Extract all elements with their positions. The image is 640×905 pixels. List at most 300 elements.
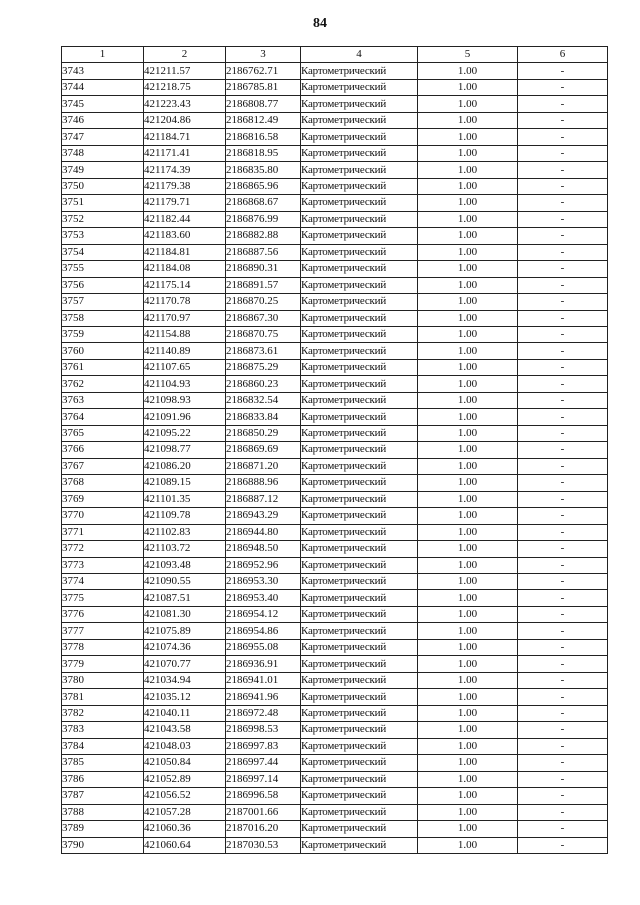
x-coordinate-cell: 421086.20 <box>144 458 226 474</box>
y-coordinate-cell: 2186762.71 <box>226 63 301 79</box>
y-coordinate-cell: 2186997.83 <box>226 738 301 754</box>
table-row <box>62 524 608 540</box>
method-cell: Картометрический <box>301 244 418 260</box>
accuracy-cell: 1.00 <box>418 79 518 95</box>
description-cell: - <box>518 129 608 145</box>
y-coordinate-cell: 2186952.96 <box>226 557 301 573</box>
method-cell: Картометрический <box>301 821 418 837</box>
method-cell: Картометрический <box>301 804 418 820</box>
x-coordinate-cell: 421184.71 <box>144 129 226 145</box>
method-cell: Картометрический <box>301 178 418 194</box>
table-row <box>62 689 608 705</box>
method-cell: Картометрический <box>301 722 418 738</box>
x-coordinate-cell: 421090.55 <box>144 574 226 590</box>
description-cell: - <box>518 639 608 655</box>
description-cell: - <box>518 656 608 672</box>
description-cell: - <box>518 211 608 227</box>
method-cell: Картометрический <box>301 508 418 524</box>
x-coordinate-cell: 421098.93 <box>144 392 226 408</box>
description-cell: - <box>518 409 608 425</box>
table-row <box>62 277 608 293</box>
x-coordinate-cell: 421218.75 <box>144 79 226 95</box>
point-number-cell: 3779 <box>62 656 144 672</box>
accuracy-cell: 1.00 <box>418 755 518 771</box>
x-coordinate-cell: 421075.89 <box>144 623 226 639</box>
point-number-cell: 3785 <box>62 755 144 771</box>
accuracy-cell: 1.00 <box>418 211 518 227</box>
accuracy-cell: 1.00 <box>418 178 518 194</box>
x-coordinate-cell: 421174.39 <box>144 162 226 178</box>
method-cell: Картометрический <box>301 211 418 227</box>
description-cell: - <box>518 821 608 837</box>
x-coordinate-cell: 421179.38 <box>144 178 226 194</box>
table-row <box>62 178 608 194</box>
x-coordinate-cell: 421048.03 <box>144 738 226 754</box>
accuracy-cell: 1.00 <box>418 261 518 277</box>
point-number-cell: 3760 <box>62 343 144 359</box>
table-row <box>62 211 608 227</box>
y-coordinate-cell: 2186867.30 <box>226 310 301 326</box>
method-cell: Картометрический <box>301 79 418 95</box>
method-cell: Картометрический <box>301 623 418 639</box>
accuracy-cell: 1.00 <box>418 228 518 244</box>
point-number-cell: 3768 <box>62 475 144 491</box>
point-number-cell: 3769 <box>62 491 144 507</box>
method-cell: Картометрический <box>301 359 418 375</box>
accuracy-cell: 1.00 <box>418 639 518 655</box>
x-coordinate-cell: 421184.81 <box>144 244 226 260</box>
y-coordinate-cell: 2186998.53 <box>226 722 301 738</box>
point-number-cell: 3778 <box>62 639 144 655</box>
method-cell: Картометрический <box>301 442 418 458</box>
point-number-cell: 3786 <box>62 771 144 787</box>
y-coordinate-cell: 2186871.20 <box>226 458 301 474</box>
point-number-cell: 3784 <box>62 738 144 754</box>
method-cell: Картометрический <box>301 475 418 491</box>
table-row <box>62 244 608 260</box>
method-cell: Картометрический <box>301 557 418 573</box>
method-cell: Картометрический <box>301 409 418 425</box>
point-number-cell: 3764 <box>62 409 144 425</box>
y-coordinate-cell: 2186816.58 <box>226 129 301 145</box>
y-coordinate-cell: 2186875.29 <box>226 359 301 375</box>
x-coordinate-cell: 421035.12 <box>144 689 226 705</box>
accuracy-cell: 1.00 <box>418 195 518 211</box>
table-row <box>62 738 608 754</box>
description-cell: - <box>518 195 608 211</box>
column-header-point-number: 1 <box>62 47 144 63</box>
point-number-cell: 3761 <box>62 359 144 375</box>
point-number-cell: 3756 <box>62 277 144 293</box>
table-row <box>62 639 608 655</box>
method-cell: Картометрический <box>301 162 418 178</box>
description-cell: - <box>518 590 608 606</box>
table-row <box>62 310 608 326</box>
y-coordinate-cell: 2186996.58 <box>226 788 301 804</box>
x-coordinate-cell: 421101.35 <box>144 491 226 507</box>
description-cell: - <box>518 738 608 754</box>
point-number-cell: 3762 <box>62 376 144 392</box>
y-coordinate-cell: 2186941.96 <box>226 689 301 705</box>
description-cell: - <box>518 804 608 820</box>
x-coordinate-cell: 421103.72 <box>144 541 226 557</box>
description-cell: - <box>518 244 608 260</box>
accuracy-cell: 1.00 <box>418 557 518 573</box>
y-coordinate-cell: 2186832.54 <box>226 392 301 408</box>
description-cell: - <box>518 310 608 326</box>
description-cell: - <box>518 228 608 244</box>
y-coordinate-cell: 2186870.25 <box>226 294 301 310</box>
accuracy-cell: 1.00 <box>418 788 518 804</box>
point-number-cell: 3787 <box>62 788 144 804</box>
table-row <box>62 788 608 804</box>
x-coordinate-cell: 421056.52 <box>144 788 226 804</box>
column-header-description: 6 <box>518 47 608 63</box>
table-row <box>62 129 608 145</box>
accuracy-cell: 1.00 <box>418 590 518 606</box>
accuracy-cell: 1.00 <box>418 837 518 853</box>
x-coordinate-cell: 421140.89 <box>144 343 226 359</box>
y-coordinate-cell: 2186869.69 <box>226 442 301 458</box>
method-cell: Картометрический <box>301 326 418 342</box>
method-cell: Картометрический <box>301 261 418 277</box>
method-cell: Картометрический <box>301 705 418 721</box>
y-coordinate-cell: 2186868.67 <box>226 195 301 211</box>
x-coordinate-cell: 421040.11 <box>144 705 226 721</box>
method-cell: Картометрический <box>301 129 418 145</box>
y-coordinate-cell: 2186936.91 <box>226 656 301 672</box>
x-coordinate-cell: 421171.41 <box>144 145 226 161</box>
description-cell: - <box>518 442 608 458</box>
accuracy-cell: 1.00 <box>418 738 518 754</box>
method-cell: Картометрический <box>301 837 418 853</box>
method-cell: Картометрический <box>301 491 418 507</box>
x-coordinate-cell: 421081.30 <box>144 606 226 622</box>
column-header-y-coordinate: 3 <box>226 47 301 63</box>
y-coordinate-cell: 2186954.86 <box>226 623 301 639</box>
point-number-cell: 3744 <box>62 79 144 95</box>
column-header-accuracy: 5 <box>418 47 518 63</box>
y-coordinate-cell: 2186850.29 <box>226 425 301 441</box>
point-number-cell: 3754 <box>62 244 144 260</box>
y-coordinate-cell: 2186953.30 <box>226 574 301 590</box>
point-number-cell: 3765 <box>62 425 144 441</box>
accuracy-cell: 1.00 <box>418 129 518 145</box>
x-coordinate-cell: 421070.77 <box>144 656 226 672</box>
x-coordinate-cell: 421184.08 <box>144 261 226 277</box>
page-number: 84 <box>313 16 327 31</box>
accuracy-cell: 1.00 <box>418 343 518 359</box>
description-cell: - <box>518 392 608 408</box>
table-row <box>62 705 608 721</box>
description-cell: - <box>518 343 608 359</box>
point-number-cell: 3770 <box>62 508 144 524</box>
method-cell: Картометрический <box>301 392 418 408</box>
point-number-cell: 3752 <box>62 211 144 227</box>
description-cell: - <box>518 112 608 128</box>
y-coordinate-cell: 2186870.75 <box>226 326 301 342</box>
y-coordinate-cell: 2186997.44 <box>226 755 301 771</box>
accuracy-cell: 1.00 <box>418 491 518 507</box>
point-number-cell: 3790 <box>62 837 144 853</box>
description-cell: - <box>518 162 608 178</box>
x-coordinate-cell: 421093.48 <box>144 557 226 573</box>
y-coordinate-cell: 2186887.56 <box>226 244 301 260</box>
x-coordinate-cell: 421091.96 <box>144 409 226 425</box>
point-number-cell: 3758 <box>62 310 144 326</box>
description-cell: - <box>518 672 608 688</box>
method-cell: Картометрический <box>301 310 418 326</box>
method-cell: Картометрический <box>301 689 418 705</box>
point-number-cell: 3763 <box>62 392 144 408</box>
method-cell: Картометрический <box>301 574 418 590</box>
method-cell: Картометрический <box>301 672 418 688</box>
x-coordinate-cell: 421074.36 <box>144 639 226 655</box>
method-cell: Картометрический <box>301 343 418 359</box>
point-number-cell: 3743 <box>62 63 144 79</box>
method-cell: Картометрический <box>301 376 418 392</box>
point-number-cell: 3782 <box>62 705 144 721</box>
description-cell: - <box>518 294 608 310</box>
accuracy-cell: 1.00 <box>418 705 518 721</box>
x-coordinate-cell: 421179.71 <box>144 195 226 211</box>
table-row <box>62 804 608 820</box>
column-header-method: 4 <box>301 47 418 63</box>
method-cell: Картометрический <box>301 277 418 293</box>
accuracy-cell: 1.00 <box>418 326 518 342</box>
y-coordinate-cell: 2186948.50 <box>226 541 301 557</box>
accuracy-cell: 1.00 <box>418 244 518 260</box>
method-cell: Картометрический <box>301 458 418 474</box>
accuracy-cell: 1.00 <box>418 425 518 441</box>
y-coordinate-cell: 2186944.80 <box>226 524 301 540</box>
accuracy-cell: 1.00 <box>418 442 518 458</box>
table-row <box>62 392 608 408</box>
method-cell: Картометрический <box>301 96 418 112</box>
y-coordinate-cell: 2186887.12 <box>226 491 301 507</box>
y-coordinate-cell: 2186873.61 <box>226 343 301 359</box>
column-header-x-coordinate: 2 <box>144 47 226 63</box>
table-row <box>62 574 608 590</box>
table-row <box>62 79 608 95</box>
method-cell: Картометрический <box>301 788 418 804</box>
description-cell: - <box>518 359 608 375</box>
accuracy-cell: 1.00 <box>418 524 518 540</box>
y-coordinate-cell: 2187016.20 <box>226 821 301 837</box>
y-coordinate-cell: 2187001.66 <box>226 804 301 820</box>
point-number-cell: 3767 <box>62 458 144 474</box>
x-coordinate-cell: 421170.78 <box>144 294 226 310</box>
accuracy-cell: 1.00 <box>418 541 518 557</box>
point-number-cell: 3747 <box>62 129 144 145</box>
table-row <box>62 442 608 458</box>
table-row <box>62 326 608 342</box>
table-row <box>62 359 608 375</box>
accuracy-cell: 1.00 <box>418 771 518 787</box>
method-cell: Картометрический <box>301 228 418 244</box>
point-number-cell: 3751 <box>62 195 144 211</box>
table-row <box>62 228 608 244</box>
point-number-cell: 3749 <box>62 162 144 178</box>
y-coordinate-cell: 2186953.40 <box>226 590 301 606</box>
y-coordinate-cell: 2186891.57 <box>226 277 301 293</box>
x-coordinate-cell: 421095.22 <box>144 425 226 441</box>
table-row <box>62 112 608 128</box>
method-cell: Картометрический <box>301 145 418 161</box>
table-row <box>62 261 608 277</box>
y-coordinate-cell: 2186876.99 <box>226 211 301 227</box>
table-row <box>62 409 608 425</box>
point-number-cell: 3774 <box>62 574 144 590</box>
x-coordinate-cell: 421183.60 <box>144 228 226 244</box>
point-number-cell: 3759 <box>62 326 144 342</box>
accuracy-cell: 1.00 <box>418 162 518 178</box>
description-cell: - <box>518 326 608 342</box>
y-coordinate-cell: 2186943.29 <box>226 508 301 524</box>
description-cell: - <box>518 722 608 738</box>
x-coordinate-cell: 421154.88 <box>144 326 226 342</box>
point-number-cell: 3766 <box>62 442 144 458</box>
accuracy-cell: 1.00 <box>418 277 518 293</box>
accuracy-cell: 1.00 <box>418 458 518 474</box>
y-coordinate-cell: 2186865.96 <box>226 178 301 194</box>
method-cell: Картометрический <box>301 541 418 557</box>
accuracy-cell: 1.00 <box>418 359 518 375</box>
description-cell: - <box>518 178 608 194</box>
description-cell: - <box>518 788 608 804</box>
description-cell: - <box>518 541 608 557</box>
x-coordinate-cell: 421170.97 <box>144 310 226 326</box>
x-coordinate-cell: 421060.36 <box>144 821 226 837</box>
table-row <box>62 195 608 211</box>
description-cell: - <box>518 705 608 721</box>
point-number-cell: 3745 <box>62 96 144 112</box>
method-cell: Картометрический <box>301 656 418 672</box>
x-coordinate-cell: 421182.44 <box>144 211 226 227</box>
point-number-cell: 3772 <box>62 541 144 557</box>
y-coordinate-cell: 2186955.08 <box>226 639 301 655</box>
table-row <box>62 755 608 771</box>
point-number-cell: 3771 <box>62 524 144 540</box>
table-row <box>62 606 608 622</box>
description-cell: - <box>518 524 608 540</box>
point-number-cell: 3750 <box>62 178 144 194</box>
accuracy-cell: 1.00 <box>418 574 518 590</box>
x-coordinate-cell: 421052.89 <box>144 771 226 787</box>
x-coordinate-cell: 421043.58 <box>144 722 226 738</box>
table-row <box>62 376 608 392</box>
point-number-cell: 3783 <box>62 722 144 738</box>
point-number-cell: 3780 <box>62 672 144 688</box>
point-number-cell: 3757 <box>62 294 144 310</box>
table-row <box>62 96 608 112</box>
method-cell: Картометрический <box>301 63 418 79</box>
table-row <box>62 623 608 639</box>
method-cell: Картометрический <box>301 524 418 540</box>
x-coordinate-cell: 421050.84 <box>144 755 226 771</box>
y-coordinate-cell: 2186808.77 <box>226 96 301 112</box>
table-body <box>62 63 608 854</box>
point-number-cell: 3776 <box>62 606 144 622</box>
point-number-cell: 3755 <box>62 261 144 277</box>
x-coordinate-cell: 421211.57 <box>144 63 226 79</box>
description-cell: - <box>518 606 608 622</box>
accuracy-cell: 1.00 <box>418 656 518 672</box>
accuracy-cell: 1.00 <box>418 376 518 392</box>
table-row <box>62 475 608 491</box>
method-cell: Картометрический <box>301 771 418 787</box>
x-coordinate-cell: 421060.64 <box>144 837 226 853</box>
y-coordinate-cell: 2187030.53 <box>226 837 301 853</box>
table-row <box>62 821 608 837</box>
accuracy-cell: 1.00 <box>418 623 518 639</box>
description-cell: - <box>518 837 608 853</box>
accuracy-cell: 1.00 <box>418 112 518 128</box>
y-coordinate-cell: 2186972.48 <box>226 705 301 721</box>
x-coordinate-cell: 421089.15 <box>144 475 226 491</box>
accuracy-cell: 1.00 <box>418 294 518 310</box>
accuracy-cell: 1.00 <box>418 96 518 112</box>
point-number-cell: 3775 <box>62 590 144 606</box>
description-cell: - <box>518 277 608 293</box>
description-cell: - <box>518 458 608 474</box>
accuracy-cell: 1.00 <box>418 606 518 622</box>
table-row <box>62 508 608 524</box>
y-coordinate-cell: 2186888.96 <box>226 475 301 491</box>
method-cell: Картометрический <box>301 112 418 128</box>
point-number-cell: 3748 <box>62 145 144 161</box>
table-row <box>62 145 608 161</box>
y-coordinate-cell: 2186833.84 <box>226 409 301 425</box>
table-row <box>62 837 608 853</box>
table-row <box>62 162 608 178</box>
description-cell: - <box>518 574 608 590</box>
table-row <box>62 672 608 688</box>
method-cell: Картометрический <box>301 590 418 606</box>
accuracy-cell: 1.00 <box>418 409 518 425</box>
accuracy-cell: 1.00 <box>418 821 518 837</box>
accuracy-cell: 1.00 <box>418 672 518 688</box>
coordinates-table <box>61 46 608 854</box>
y-coordinate-cell: 2186890.31 <box>226 261 301 277</box>
description-cell: - <box>518 771 608 787</box>
accuracy-cell: 1.00 <box>418 145 518 161</box>
table-row <box>62 425 608 441</box>
x-coordinate-cell: 421175.14 <box>144 277 226 293</box>
description-cell: - <box>518 689 608 705</box>
x-coordinate-cell: 421223.43 <box>144 96 226 112</box>
accuracy-cell: 1.00 <box>418 689 518 705</box>
x-coordinate-cell: 421098.77 <box>144 442 226 458</box>
description-cell: - <box>518 261 608 277</box>
description-cell: - <box>518 475 608 491</box>
accuracy-cell: 1.00 <box>418 475 518 491</box>
y-coordinate-cell: 2186997.14 <box>226 771 301 787</box>
x-coordinate-cell: 421102.83 <box>144 524 226 540</box>
table-row <box>62 343 608 359</box>
table-row <box>62 656 608 672</box>
description-cell: - <box>518 425 608 441</box>
table-row <box>62 294 608 310</box>
accuracy-cell: 1.00 <box>418 310 518 326</box>
table-row <box>62 458 608 474</box>
table-row <box>62 771 608 787</box>
x-coordinate-cell: 421109.78 <box>144 508 226 524</box>
method-cell: Картометрический <box>301 755 418 771</box>
accuracy-cell: 1.00 <box>418 804 518 820</box>
description-cell: - <box>518 557 608 573</box>
table-row <box>62 557 608 573</box>
